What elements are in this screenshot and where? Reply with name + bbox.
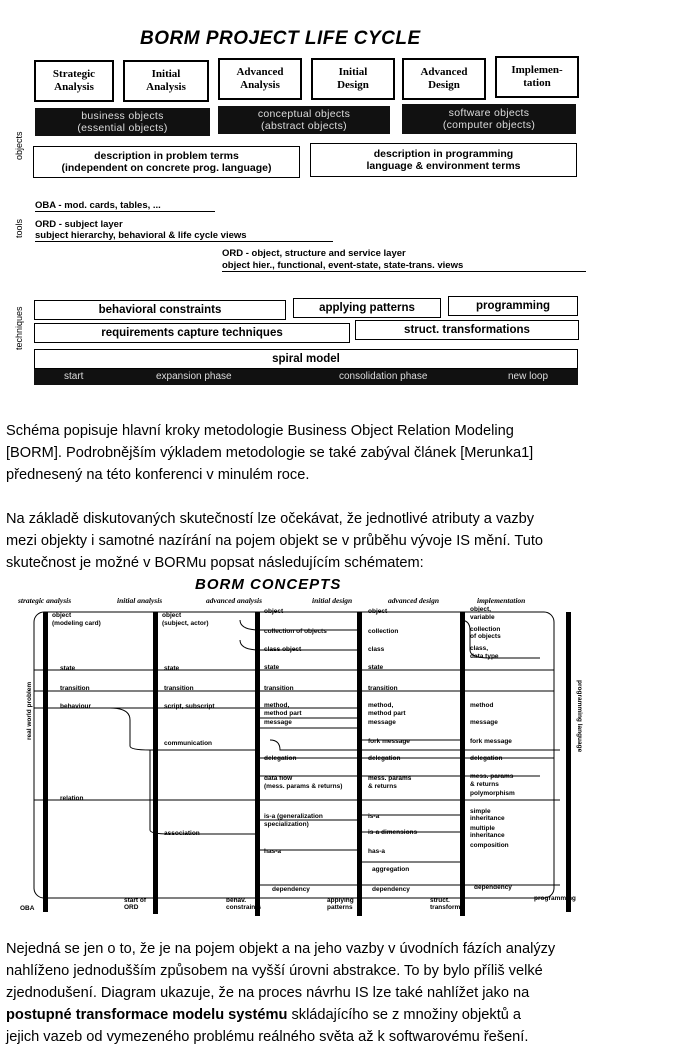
phase-expansion: expansion phase (156, 371, 232, 382)
paragraph-2: Na základě diskutovaných skutečností lze očekávat, že jednotlivé atributy a vazby mezi objekty i samotné nazírání na pojem objekt se v průběhu vývoje IS mění. Tuto skutečnost je možné v BORMu popsat následujícím schématem: (6, 511, 544, 571)
phase-consolidation: consolidation phase (339, 371, 428, 382)
techniques-side-label: techniques (14, 306, 24, 350)
phase-new-loop: new loop (508, 371, 549, 382)
spiral-model-box: spiral model (34, 349, 578, 369)
paragraph-1: Schéma popisuje hlavní kroky metodologie Business Object Relation Modeling [BORM]. Podrobnějším výkladem metodologie se také zabýval článek [Merunka1] přednesený na této konferenci v minulém roce. (6, 423, 534, 483)
c2-communication: communication (164, 740, 213, 747)
c5-method: method (470, 702, 494, 709)
programming-language-label: programming language (576, 680, 583, 753)
c4-is-a-dimensions: is-a dimensions (368, 829, 418, 836)
applying-patterns-box: applying patterns (293, 298, 441, 318)
tool-oba: OBA - mod. cards, tables, ... (35, 200, 215, 212)
c1-object: object (52, 612, 72, 619)
c3-is-a: is-a (generalization (264, 813, 323, 820)
bold-phrase: postupné transformace modelu systému (6, 1007, 288, 1023)
c5-class: class, (470, 645, 489, 652)
c1-transition: transition (60, 685, 90, 692)
software-objects-box: software objects (computer objects) (402, 104, 576, 134)
programming-terms-box: description in programming language & environment terms (310, 143, 577, 177)
c3-object: object (264, 608, 284, 615)
c5-dependency: dependency (474, 884, 512, 891)
phase-implementation: Implemen- tation (495, 56, 579, 98)
problem-terms-box: description in problem terms (independent on concrete prog. language) (33, 146, 300, 178)
c1-behaviour: behaviour (60, 703, 92, 710)
struct-transformations-box: struct. transformations (355, 320, 579, 340)
c5-composition: composition (470, 842, 509, 849)
programming-box: programming (448, 296, 578, 316)
tool-ord-subject: ORD - subject layer (35, 219, 123, 230)
tool-subject-hierarchy: subject hierarchy, behavioral & life cycle views (35, 230, 333, 242)
c5-polymorphism: polymorphism (470, 790, 515, 797)
c3-specialization: specialization) (264, 821, 309, 828)
bottom-behav-constraints: behav. constraints (226, 897, 262, 911)
c4-aggregation: aggregation (372, 866, 410, 873)
fig1-title: BORM PROJECT LIFE CYCLE (140, 28, 421, 49)
bar-advanced-analysis (255, 612, 260, 916)
c4-mess-params: mess. params (368, 775, 412, 782)
fig2-title: BORM CONCEPTS (195, 576, 342, 593)
bottom-oba: OBA (20, 905, 35, 912)
bar-strategic (43, 612, 48, 912)
c5-object: object, (470, 606, 491, 613)
c3-mess-params: (mess. params & returns) (264, 783, 343, 790)
c3-delegation: delegation (264, 755, 297, 762)
requirements-capture-box: requirements capture techniques (34, 323, 350, 343)
c4-returns: & returns (368, 783, 397, 790)
c4-method: method, (368, 702, 394, 709)
hdr-advanced-design: advanced design (388, 596, 440, 605)
c5-fork-message: fork message (470, 738, 512, 745)
c3-transition: transition (264, 685, 294, 692)
c1-modeling-card: (modeling card) (52, 620, 101, 627)
conceptual-objects-box: conceptual objects (abstract objects) (218, 106, 390, 134)
c4-fork-message: fork message (368, 738, 410, 745)
c4-collection: collection (368, 628, 399, 635)
c1-relation: relation (60, 795, 84, 802)
phase-advanced-analysis: Advanced Analysis (218, 58, 302, 100)
c5-of-objects: of objects (470, 633, 501, 640)
c4-class: class (368, 646, 385, 653)
c5-multiple: multiple (470, 825, 495, 832)
c5-returns: & returns (470, 781, 499, 788)
bar-initial-design (357, 612, 362, 916)
c5-message: message (470, 719, 498, 726)
c2-script: script, subscript (164, 703, 215, 710)
c5-collection: collection (470, 626, 501, 633)
hdr-advanced-analysis: advanced analysis (206, 596, 263, 605)
c4-message: message (368, 719, 396, 726)
hdr-initial-design: initial design (312, 596, 353, 605)
c4-has-a: has-a (368, 848, 385, 855)
phase-initial-design: Initial Design (311, 58, 395, 100)
c3-dependency: dependency (272, 886, 310, 893)
c4-state: state (368, 664, 384, 671)
paragraph-3: Nejedná se jen o to, že je na pojem objekt a na jeho vazby v úvodních fázích analýzy nahlíženo jednodušším způsobem na vyšší úrovni abstrakce. To by bylo příliš velké zjednodušení. Diagram ukazuje, že na proces návrhu IS lze také nahlížet jako na postupné transformace modelu systému skládajícího se z množiny objektů a jejich vazeb od vymezeného problému reálného světa až k softwarovému řešení. (6, 941, 556, 1045)
c5-inheritance-1: inheritance (470, 815, 505, 822)
c5-data-type: data type (470, 653, 499, 660)
phase-advanced-design: Advanced Design (402, 58, 486, 100)
hdr-implementation: implementation (477, 596, 526, 605)
c4-is-a: is-a (368, 813, 380, 820)
c5-simple: simple (470, 808, 491, 815)
c2-transition: transition (164, 685, 194, 692)
bottom-struct-transform: struct. transform. (430, 897, 463, 911)
phase-start: start (64, 371, 84, 382)
c4-method-part: method part (368, 710, 406, 717)
bar-advanced-design (460, 612, 465, 916)
c4-dependency: dependency (372, 886, 410, 893)
bottom-programming: programming (534, 895, 576, 902)
phase-initial-analysis: Initial Analysis (123, 60, 209, 102)
c2-state: state (164, 665, 180, 672)
c3-data-flow: data flow (264, 775, 293, 782)
business-objects-box: business objects (essential objects) (35, 108, 210, 136)
c2-object: object (162, 612, 182, 619)
c3-state: state (264, 664, 280, 671)
tools-side-label: tools (14, 218, 24, 238)
tool-object-hierarchy: object hier., functional, event-state, state-trans. views (222, 260, 586, 272)
real-world-problem-label: real world problem (26, 681, 33, 740)
bar-initial-analysis (153, 612, 158, 914)
c3-method-part: method part (264, 710, 302, 717)
c3-method: method, (264, 702, 290, 709)
bottom-start-of-ord: start of ORD (124, 897, 147, 911)
c4-object: object (368, 608, 388, 615)
c5-variable: variable (470, 614, 495, 621)
objects-side-label: objects (14, 131, 24, 160)
c5-mess-params: mess. params (470, 773, 514, 780)
c2-subject-actor: (subject, actor) (162, 620, 209, 627)
bar-implementation (566, 612, 571, 912)
c4-delegation: delegation (368, 755, 401, 762)
behavioral-constraints-box: behavioral constraints (34, 300, 286, 320)
c3-class-object: class object (264, 646, 302, 653)
concepts-diagram-lines (0, 600, 693, 920)
phase-strategic-analysis: Strategic Analysis (34, 60, 114, 102)
c3-has-a: has-a (264, 848, 281, 855)
c4-transition: transition (368, 685, 398, 692)
hdr-strategic: strategic analysis (18, 596, 72, 605)
c5-inheritance-2: inheritance (470, 832, 505, 839)
bottom-applying-patterns: applying patterns (327, 897, 354, 911)
c3-collection: collection of objects (264, 628, 327, 635)
hdr-initial-analysis: initial analysis (117, 596, 163, 605)
c5-delegation: delegation (470, 755, 503, 762)
tool-ord-object: ORD - object, structure and service layer (222, 248, 406, 259)
phase-bar (34, 369, 578, 385)
c2-association: association (164, 830, 200, 837)
c1-state: state (60, 665, 76, 672)
c3-message: message (264, 719, 292, 726)
